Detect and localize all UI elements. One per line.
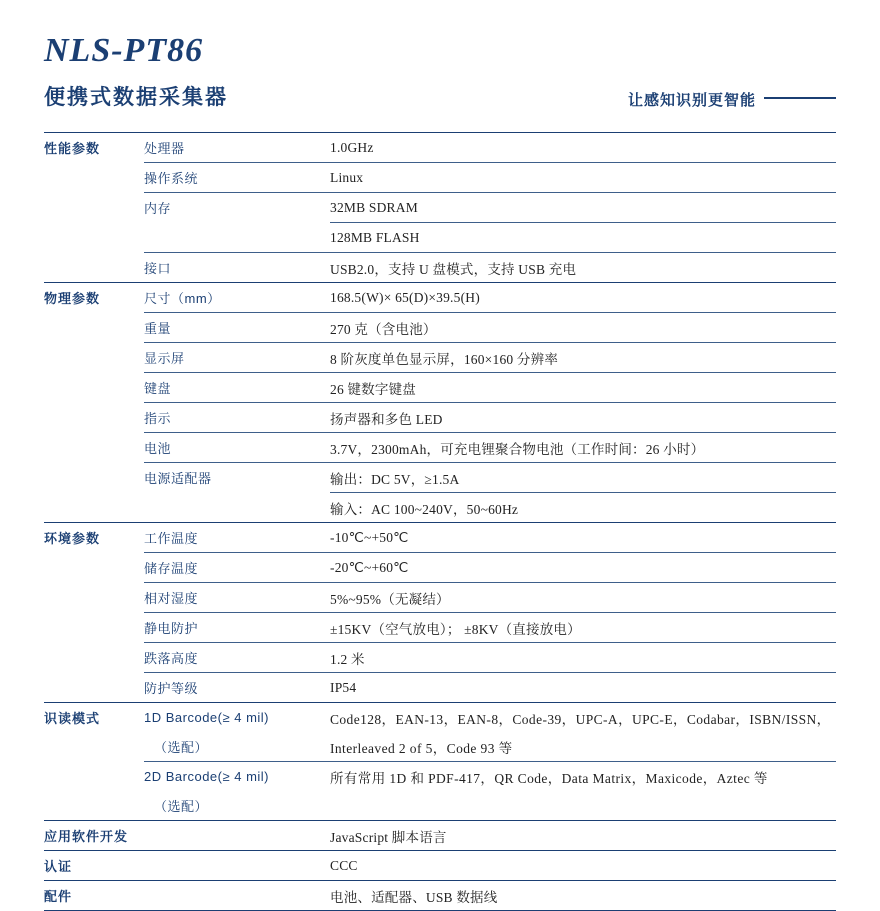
table-row [44, 762, 836, 792]
group-label: 认证 [44, 851, 144, 881]
group-label: 识读模式 [44, 703, 144, 733]
group-label-empty [44, 253, 144, 283]
group-label-empty [44, 223, 144, 253]
spec-item: 键盘 [144, 373, 330, 403]
table-row [44, 283, 836, 313]
table-row [44, 523, 836, 553]
spec-value: 输入：AC 100~240V，50~60Hz [330, 493, 836, 523]
group-label-empty [44, 403, 144, 433]
spec-item: 接口 [144, 253, 330, 283]
group-label-empty [44, 613, 144, 643]
table-row [44, 463, 836, 493]
spec-item: 电池 [144, 433, 330, 463]
table-row [44, 493, 836, 523]
slogan-block [628, 89, 836, 110]
table-row [44, 791, 836, 821]
spec-item-empty [144, 881, 330, 911]
spec-item [144, 493, 330, 523]
group-label-empty [44, 673, 144, 703]
spec-value: -20℃~+60℃ [330, 553, 836, 583]
group-label-empty [44, 583, 144, 613]
spec-item: 显示屏 [144, 343, 330, 373]
spec-value: 168.5(W)× 65(D)×39.5(H) [330, 283, 836, 313]
spec-item-empty [144, 821, 330, 851]
group-label: 物理参数 [44, 283, 144, 313]
spec-value: Code128，EAN-13，EAN-8，Code-39，UPC-A，UPC-E，Codabar，ISBN/ISSN， [330, 703, 836, 733]
spec-item: 静电防护 [144, 613, 330, 643]
spec-item-empty [144, 851, 330, 881]
page-title: NLS-PT86 [44, 32, 204, 69]
group-label-empty [44, 791, 144, 821]
spec-item: 储存温度 [144, 553, 330, 583]
spec-value: 所有常用 1D 和 PDF-417，QR Code，Data Matrix，Maxicode，Aztec 等 [330, 762, 836, 792]
spec-value: -10℃~+50℃ [330, 523, 836, 553]
group-label-empty [44, 313, 144, 343]
spec-item: 跌落高度 [144, 643, 330, 673]
spec-value: IP54 [330, 673, 836, 703]
spec-item: （选配） [154, 799, 209, 814]
spec-item: 工作温度 [144, 523, 330, 553]
table-row [44, 343, 836, 373]
spec-value: 1.2 米 [330, 643, 836, 673]
spec-value: 128MB FLASH [330, 223, 836, 253]
group-label-empty [44, 433, 144, 463]
table-row [44, 643, 836, 673]
spec-value: 3.7V，2300mAh，可充电锂聚合物电池（工作时间：26 小时） [330, 433, 836, 463]
group-label: 环境参数 [44, 523, 144, 553]
spec-item: 电源适配器 [144, 463, 330, 493]
table-row [44, 313, 836, 343]
table-row [44, 373, 836, 403]
table-row [44, 613, 836, 643]
spec-value: USB2.0，支持 U 盘模式，支持 USB 充电 [330, 253, 836, 283]
spec-item: 处理器 [144, 133, 330, 163]
table-row [44, 732, 836, 762]
slogan-rule [764, 97, 836, 99]
spec-item: 重量 [144, 313, 330, 343]
spec-value: JavaScript 脚本语言 [330, 821, 836, 851]
group-label: 应用软件开发 [44, 821, 144, 851]
table-row [44, 163, 836, 193]
table-row [44, 193, 836, 223]
spec-item: 指示 [144, 403, 330, 433]
spec-value: ±15KV（空气放电）； ±8KV（直接放电） [330, 613, 836, 643]
group-label-empty [44, 493, 144, 523]
spec-item: 2D Barcode(≥ 4 mil) [144, 762, 330, 792]
table-row [44, 403, 836, 433]
group-label-empty [44, 463, 144, 493]
table-row [44, 133, 836, 163]
spec-value [330, 791, 836, 821]
table-row [44, 433, 836, 463]
spec-item: 内存 [144, 193, 330, 223]
spec-value: CCC [330, 851, 836, 881]
spec-item: 尺寸（mm） [144, 283, 330, 313]
slogan-text: 让感知识别更智能 [627, 92, 756, 109]
table-row [44, 851, 836, 881]
spec-value: 270 克（含电池） [330, 313, 836, 343]
group-label-empty [44, 553, 144, 583]
spec-item: 操作系统 [144, 163, 330, 193]
spec-item: 1D Barcode(≥ 4 mil) [144, 703, 330, 733]
table-row [44, 583, 836, 613]
spec-item: （选配） [154, 740, 209, 755]
page-subtitle: 便携式数据采集器 [44, 86, 228, 110]
spec-value: 32MB SDRAM [330, 193, 836, 223]
spec-value: 扬声器和多色 LED [330, 403, 836, 433]
specification-table [44, 132, 836, 911]
group-label-empty [44, 163, 144, 193]
spec-value: 8 阶灰度单色显示屏，160×160 分辨率 [330, 343, 836, 373]
table-row [44, 223, 836, 253]
table-row [44, 553, 836, 583]
spec-value: 电池、适配器、USB 数据线 [330, 881, 836, 911]
table-row [44, 881, 836, 911]
table-row [44, 821, 836, 851]
spec-value: 1.0GHz [330, 133, 836, 163]
page-header [44, 0, 836, 118]
group-label: 性能参数 [44, 133, 144, 163]
table-row [44, 673, 836, 703]
table-row [44, 253, 836, 283]
spec-item: 相对湿度 [144, 583, 330, 613]
spec-value: 26 键数字键盘 [330, 373, 836, 403]
spec-item [144, 223, 330, 253]
group-label-empty [44, 343, 144, 373]
spec-value: Linux [330, 163, 836, 193]
group-label: 配件 [44, 881, 144, 911]
group-label-empty [44, 193, 144, 223]
group-label-empty [44, 762, 144, 792]
spec-value: Interleaved 2 of 5，Code 93 等 [330, 740, 513, 756]
spec-value: 5%~95%（无凝结） [330, 583, 836, 613]
spec-item: 防护等级 [144, 673, 330, 703]
group-label-empty [44, 643, 144, 673]
spec-value: 输出：DC 5V，≥1.5A [330, 463, 836, 493]
group-label-empty [44, 373, 144, 403]
group-label-empty [44, 732, 144, 762]
table-row [44, 703, 836, 733]
